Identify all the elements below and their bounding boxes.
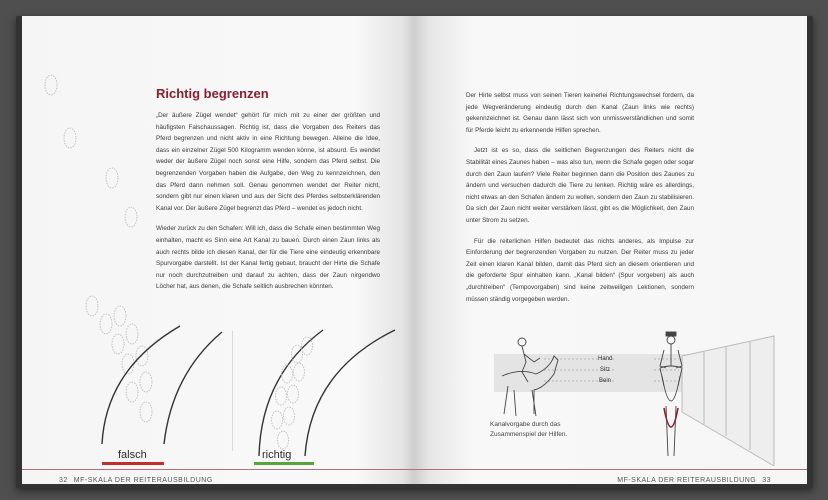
paragraph: „Der äußere Zügel wendet“ gehört für mich mit zu einer der größten und häufigsten Falschaussagen. Richtig ist, dass die Vorgaben des Reiters das Pferd begrenzen und nicht aktiv in eine Richtung bewegen. Alleine die Idee, dass ein einzelner Zügel 500 Kilogramm wenden könne, ist absurd. Es wendet weder der äußere Zügel noch sonst eine Hilfe, sondern das Pferd selbst. Die begrenzenden Vorgaben haben die Aufgabe, den Weg zu kennzeichnen, den das Pferd dann nehmen soll. Genau genommen wendet der Reiter nicht, sondern gibt nur einen klaren und aus der Sicht des Pferdes selbsterklärenden Kanal vor. Der äußere Zügel begrenzt das Pferd – wendet es jedoch nicht. (156, 112, 380, 212)
right-footer (617, 477, 771, 484)
page-number-right: 33 (762, 477, 771, 484)
paragraph: Für die reiterlichen Hilfen bedeutet das nichts anderes, als Impulse zur Einforderung der begrenzenden Vorgaben zu nutzen. Der Reiter muss zu jeder Zeit einen klaren Kanal bilden, damit das Pferd sich an diesem orientieren und die geforderte Spur einhalten kann. „Kanal bilden“ (Spur vorgeben) als auch „durchtreiben“ (Tempovorgaben) sind keine zeitweiligen Lektionen, sondern müssen ständig vorgegeben werden. (466, 237, 694, 303)
paragraph: Wieder zurück zu den Schafen: Will ich, dass die Schafe einen bestimmten Weg einhalten, macht es Sinn eine Art Kanal zu bauen. Durch einen Zaun links als auch rechts bilde ich diesen Kanal, der für die Tiere eine eindeutig erkennbare Spurvorgabe darstellt. Ist der Kanal fertig gebaut, braucht der Hirte die Schafe nur noch durchzutreiben und darauf zu achten, dass der Zaun nirgendwo Löcher hat, aus denen, die Schafe seitlich ausbrechen könnten. (156, 225, 380, 291)
left-footer (59, 477, 213, 484)
right-body-text (466, 90, 694, 314)
paragraph: Der Hirte selbst muss von seinen Tieren keinerlei Richtungswechsel fordern, da jede Wegveränderung eindeutig durch den Kanal (Zaun links wie rechts) gekennzeichnet ist. Genau dann lässt sich von unmissverständlichen und somit für Pferde leicht zu erkennende Hilfen sprechen. (466, 92, 694, 134)
page-number-left: 32 (59, 477, 68, 484)
left-body-text (156, 110, 380, 302)
rider-aids-illustration (474, 316, 794, 466)
label-right: richtig (262, 449, 292, 461)
left-page (22, 16, 414, 484)
tag-sitz: Sitz (600, 367, 611, 373)
footer-rule (414, 469, 807, 470)
footer-rule (22, 469, 414, 470)
footer-title-right: MF-SKALA DER REITERAUSBILDUNG (617, 477, 757, 484)
right-indicator-bar (254, 462, 314, 465)
sheep-channel-right-illustration (247, 316, 414, 461)
illustration-divider (232, 331, 233, 451)
footer-title-left: MF-SKALA DER REITERAUSBILDUNG (73, 477, 213, 484)
paragraph: Jetzt ist es so, dass die seitlichen Begrenzungen des Reiters nicht die Stabilität eines Zaunes haben – was also tun, wenn die Schafe gegen oder sogar durch den Zaun laufen? Viele Reiter beginnen dann die Position des Zaunes zu ändern und versuchen dadurch die Tiere zu lenken. Richtig wäre es allerdings, nicht etwas an den Schafen ändern zu wollen, sondern den Zaun zu stabilisieren. Da sich der Zaun nicht weiter verstärken lässt, gibt es die Möglichkeit, den Zaun unter Strom zu setzen. (466, 147, 694, 224)
right-page (414, 16, 807, 484)
sheep-channel-wrong-illustration (62, 294, 242, 459)
sheep-decoration-left (22, 16, 162, 316)
tag-hand: Hand (598, 356, 613, 362)
section-heading: Richtig begrenzen (156, 86, 269, 101)
wrong-indicator-bar (102, 462, 164, 465)
illustration-caption: Kanalvorgabe durch das Zusammenspiel der Hilfen. (490, 421, 568, 438)
label-wrong: falsch (118, 449, 147, 461)
tag-bein: Bein (599, 378, 612, 384)
